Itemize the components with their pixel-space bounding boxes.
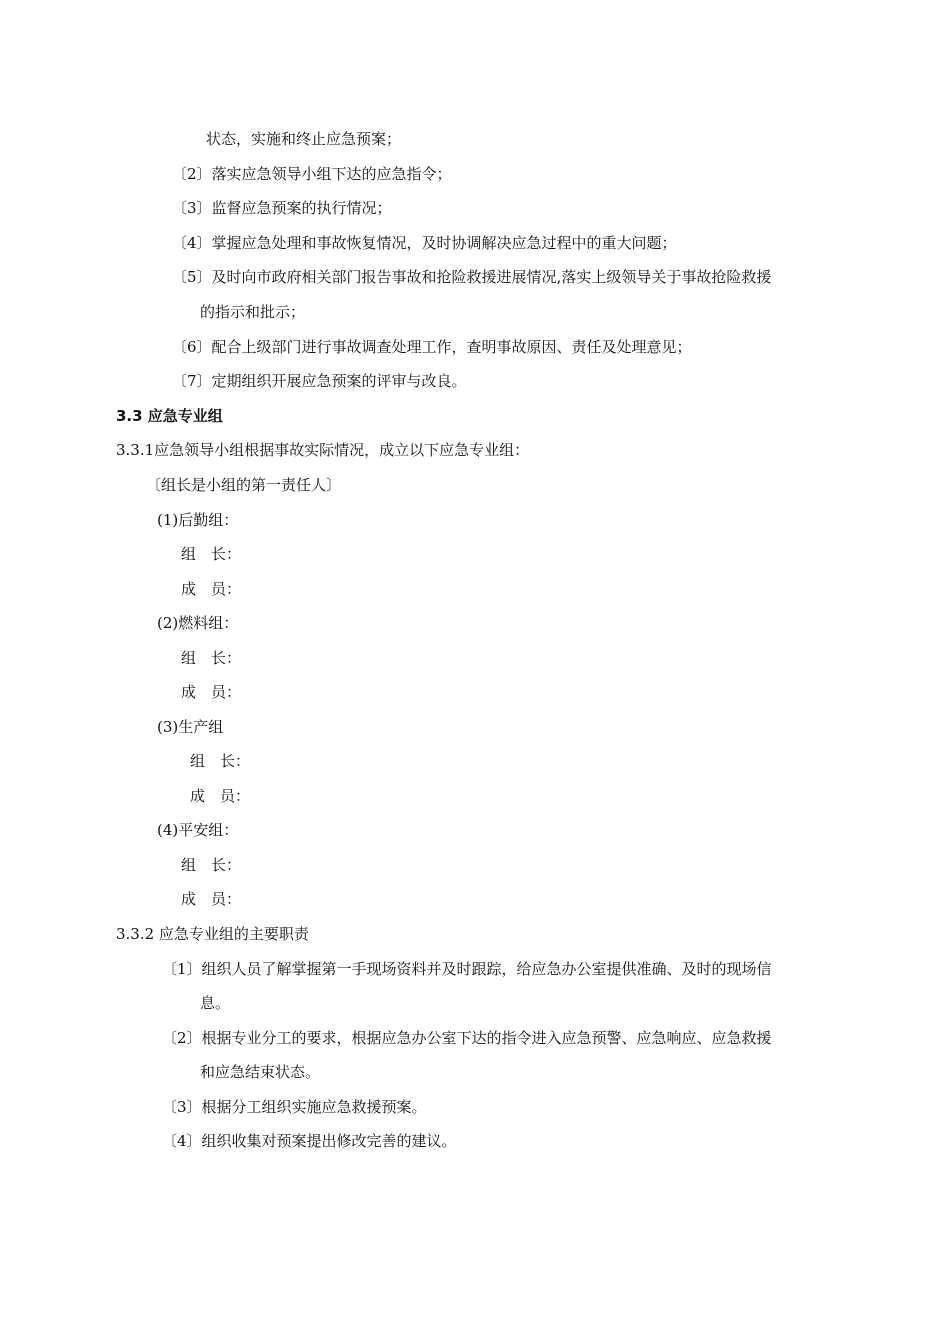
subsection-3-3-2: 3.3.2 应急专业组的主要职责 [116, 925, 309, 943]
group-production: (3)生产组 [157, 718, 224, 736]
group-member-label: 成 员： [181, 683, 242, 701]
group-leader-label: 组 长： [181, 649, 242, 667]
list-item-5-continuation: 的指示和批示； [200, 303, 306, 321]
subsection-3-3-1: 3.3.1应急领导小组根据事故实际情况，成立以下应急专业组： [116, 441, 530, 459]
group-member-label: 成 员： [181, 890, 242, 908]
group-logistics: (1)后勤组： [157, 511, 239, 529]
section-heading-3-3: 3.3 应急专业组 [116, 407, 223, 425]
duty-item-1-continuation: 息。 [200, 994, 231, 1012]
group-member-label: 成 员： [181, 580, 242, 598]
list-item-3: 〔3〕监督应急预案的执行情况； [172, 199, 392, 217]
list-item-4: 〔4〕掌握应急处理和事故恢复情况，及时协调解决应急过程中的重大问题； [172, 234, 677, 252]
duty-item-1: 〔1〕组织人员了解掌握第一手现场资料并及时跟踪，给应急办公室提供准确、及时的现场信 [162, 960, 772, 978]
duty-item-2: 〔2〕根据专业分工的要求，根据应急办公室下达的指令进入应急预警、应急响应、应急救援 [162, 1029, 772, 1047]
group-leader-label: 组 长： [181, 545, 242, 563]
duty-item-2-continuation: 和应急结束状态。 [200, 1063, 321, 1081]
group-safety: (4)平安组： [157, 821, 239, 839]
note-line: 〔组长是小组的第一责任人〕 [146, 476, 342, 494]
group-member-label: 成 员： [190, 787, 251, 805]
list-item-6: 〔6〕配合上级部门进行事故调查处理工作，查明事故原因、责任及处理意见； [172, 338, 692, 356]
text-line: 状态，实施和终止应急预案； [206, 130, 402, 148]
group-fuel: (2)燃料组： [157, 614, 239, 632]
duty-item-3: 〔3〕根据分工组织实施应急救援预案。 [162, 1098, 427, 1116]
list-item-7: 〔7〕定期组织开展应急预案的评审与改良。 [172, 372, 467, 390]
list-item-2: 〔2〕落实应急领导小组下达的应急指令； [172, 165, 452, 183]
list-item-5: 〔5〕及时向市政府相关部门报告事故和抢险救援进展情况,落实上级领导关于事故抢险救援 [172, 268, 772, 286]
group-leader-label: 组 长： [181, 856, 242, 874]
duty-item-4: 〔4〕组织收集对预案提出修改完善的建议。 [162, 1132, 457, 1150]
group-leader-label: 组 长： [190, 752, 251, 770]
